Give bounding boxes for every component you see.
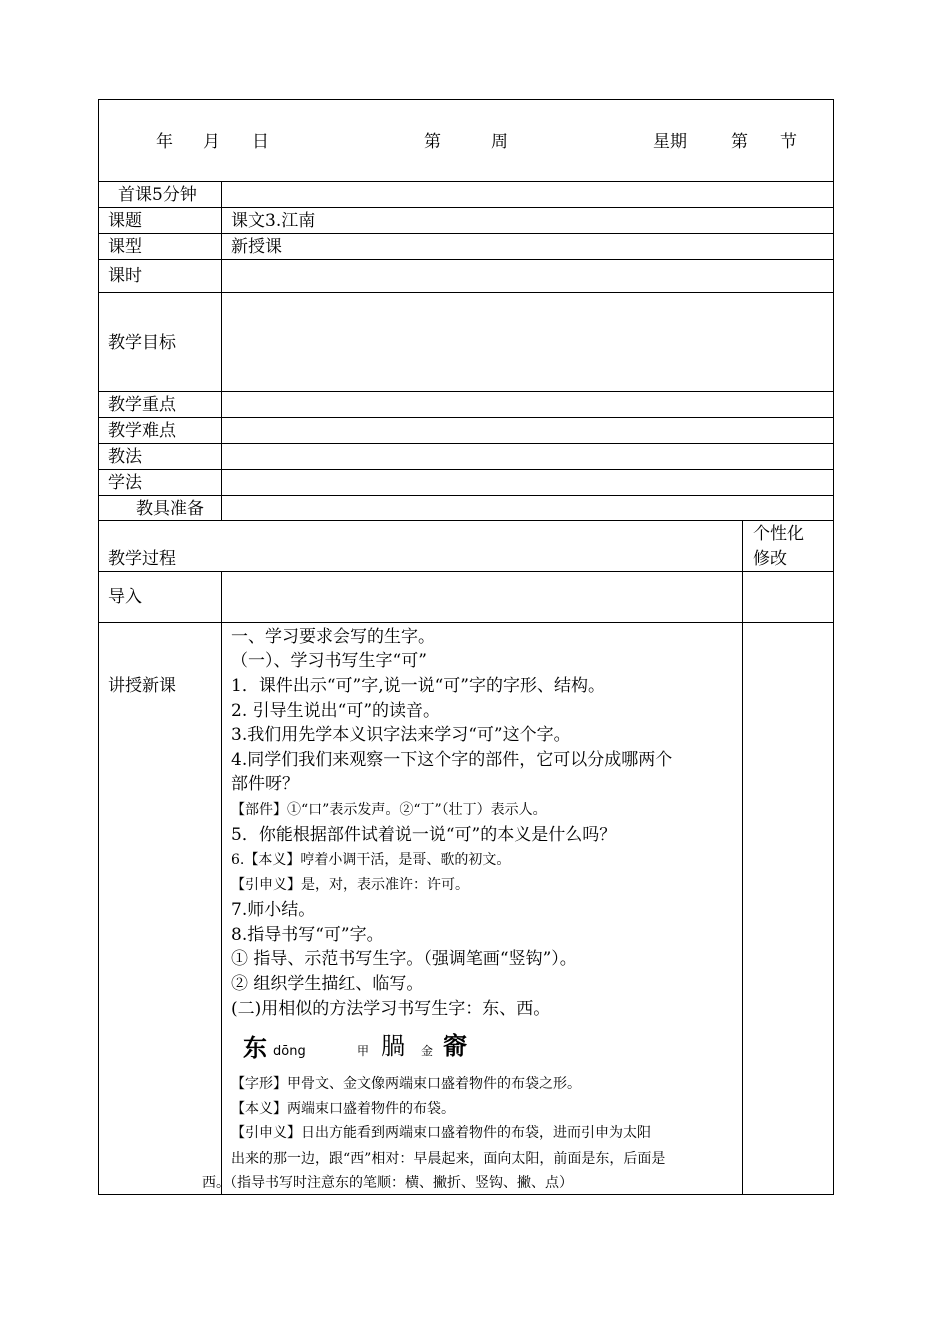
difficulties-label: 教学难点 xyxy=(108,421,176,441)
personal-label-line2: 修改 xyxy=(753,549,787,569)
lesson-line: 8.指导书写“可”字。 xyxy=(231,925,384,945)
key-points-label: 教学重点 xyxy=(108,395,176,415)
row-divider xyxy=(98,495,834,496)
tools-label: 教具准备 xyxy=(136,499,204,519)
lesson-line: 3.我们用先学本义识字法来学习“可”这个字。 xyxy=(231,725,571,745)
row-divider xyxy=(98,207,834,208)
lesson-line: （一）、学习书写生字“可” xyxy=(231,651,427,671)
label-column-divider xyxy=(221,571,222,1194)
teaching-method-label: 教法 xyxy=(108,447,142,467)
lesson-line: 【引申义】是，对，表示准许：许可。 xyxy=(231,877,469,893)
oracle-bone-label: 甲 xyxy=(357,1044,370,1058)
header-week-suffix: 周 xyxy=(491,132,508,152)
label-column-divider xyxy=(221,181,222,520)
personal-label-line1: 个性化 xyxy=(753,524,804,544)
lesson-line: 西。（指导书写时注意东的笔顺：横、撇折、竖钩、撇、点） xyxy=(202,1175,573,1191)
lesson-line: 4.同学们我们来观察一下这个字的部件，它可以分成哪两个 xyxy=(231,750,673,770)
type-value: 新授课 xyxy=(231,237,282,257)
lesson-line: 6.【本义】哼着小调干活，是哥、歌的初文。 xyxy=(231,852,511,868)
header-month: 月 xyxy=(203,132,220,152)
learning-method-label: 学法 xyxy=(108,473,142,493)
character-dong: 东 xyxy=(243,1033,267,1062)
table-border-left xyxy=(98,99,99,1195)
objectives-label: 教学目标 xyxy=(108,333,176,353)
row-divider xyxy=(98,622,834,623)
row-divider xyxy=(98,417,834,418)
type-label: 课型 xyxy=(108,237,142,257)
row-divider xyxy=(98,520,834,521)
row-divider xyxy=(98,233,834,234)
oracle-bone-character: 腡 xyxy=(381,1032,405,1060)
row-divider xyxy=(98,292,834,293)
topic-value: 课文3.江南 xyxy=(231,211,316,231)
lesson-line: 部件呀？ xyxy=(231,774,299,794)
header-year: 年 xyxy=(156,132,173,152)
lesson-line: 2. 引导生说出“可”的读音。 xyxy=(231,701,441,721)
intro-label: 导入 xyxy=(108,587,142,607)
row-divider xyxy=(98,571,834,572)
header-day: 日 xyxy=(252,132,269,152)
row-divider xyxy=(98,181,834,182)
topic-label: 课题 xyxy=(108,211,142,231)
row-divider xyxy=(98,469,834,470)
first-class-label: 首课5分钟 xyxy=(118,185,197,205)
row-divider xyxy=(98,391,834,392)
process-label: 教学过程 xyxy=(108,549,176,569)
header-weekday: 星期 xyxy=(653,132,687,152)
character-pinyin: dōng xyxy=(273,1044,306,1059)
lesson-line: 【引申义】日出方能看到两端束口盛着物件的布袋，进而引申为太阳 xyxy=(231,1125,651,1141)
header-week-prefix: 第 xyxy=(424,132,441,152)
lesson-line: 7.师小结。 xyxy=(231,900,316,920)
lesson-line: ② 组织学生描红、临写。 xyxy=(231,974,424,994)
bronze-script-character: 窬 xyxy=(443,1031,467,1060)
bronze-script-label: 金 xyxy=(421,1044,434,1058)
header-section-suffix: 节 xyxy=(780,132,797,152)
table-border-top xyxy=(98,99,834,100)
table-border-right xyxy=(833,99,834,1195)
new-lesson-label: 讲授新课 xyxy=(108,676,176,696)
lesson-line: 出来的那一边，跟“西”相对：早晨起来，面向太阳，前面是东，后面是 xyxy=(231,1151,666,1167)
lesson-line: 【本义】两端束口盛着物件的布袋。 xyxy=(231,1101,455,1117)
lesson-line: 5．你能根据部件试着说一说“可”的本义是什么吗？ xyxy=(231,825,617,845)
lesson-line: 一、学习要求会写的生字。 xyxy=(231,627,435,647)
header-section-prefix: 第 xyxy=(731,132,748,152)
lesson-line: 【部件】①“口”表示发声。②“丁”（壮丁）表示人。 xyxy=(231,802,547,818)
lesson-line: ① 指导、示范书写生字。（强调笔画“竖钩”）。 xyxy=(231,949,577,969)
lesson-line: (二)用相似的方法学习书写生字：东、西。 xyxy=(231,999,551,1019)
row-divider xyxy=(98,259,834,260)
hours-label: 课时 xyxy=(108,266,142,286)
lesson-line: 1．课件出示“可”字,说一说“可”字的字形、结构。 xyxy=(231,676,605,696)
table-border-bottom xyxy=(98,1194,834,1195)
lesson-line: 【字形】甲骨文、金文像两端束口盛着物件的布袋之形。 xyxy=(231,1076,581,1092)
personal-column-divider xyxy=(742,520,743,1194)
row-divider xyxy=(98,443,834,444)
